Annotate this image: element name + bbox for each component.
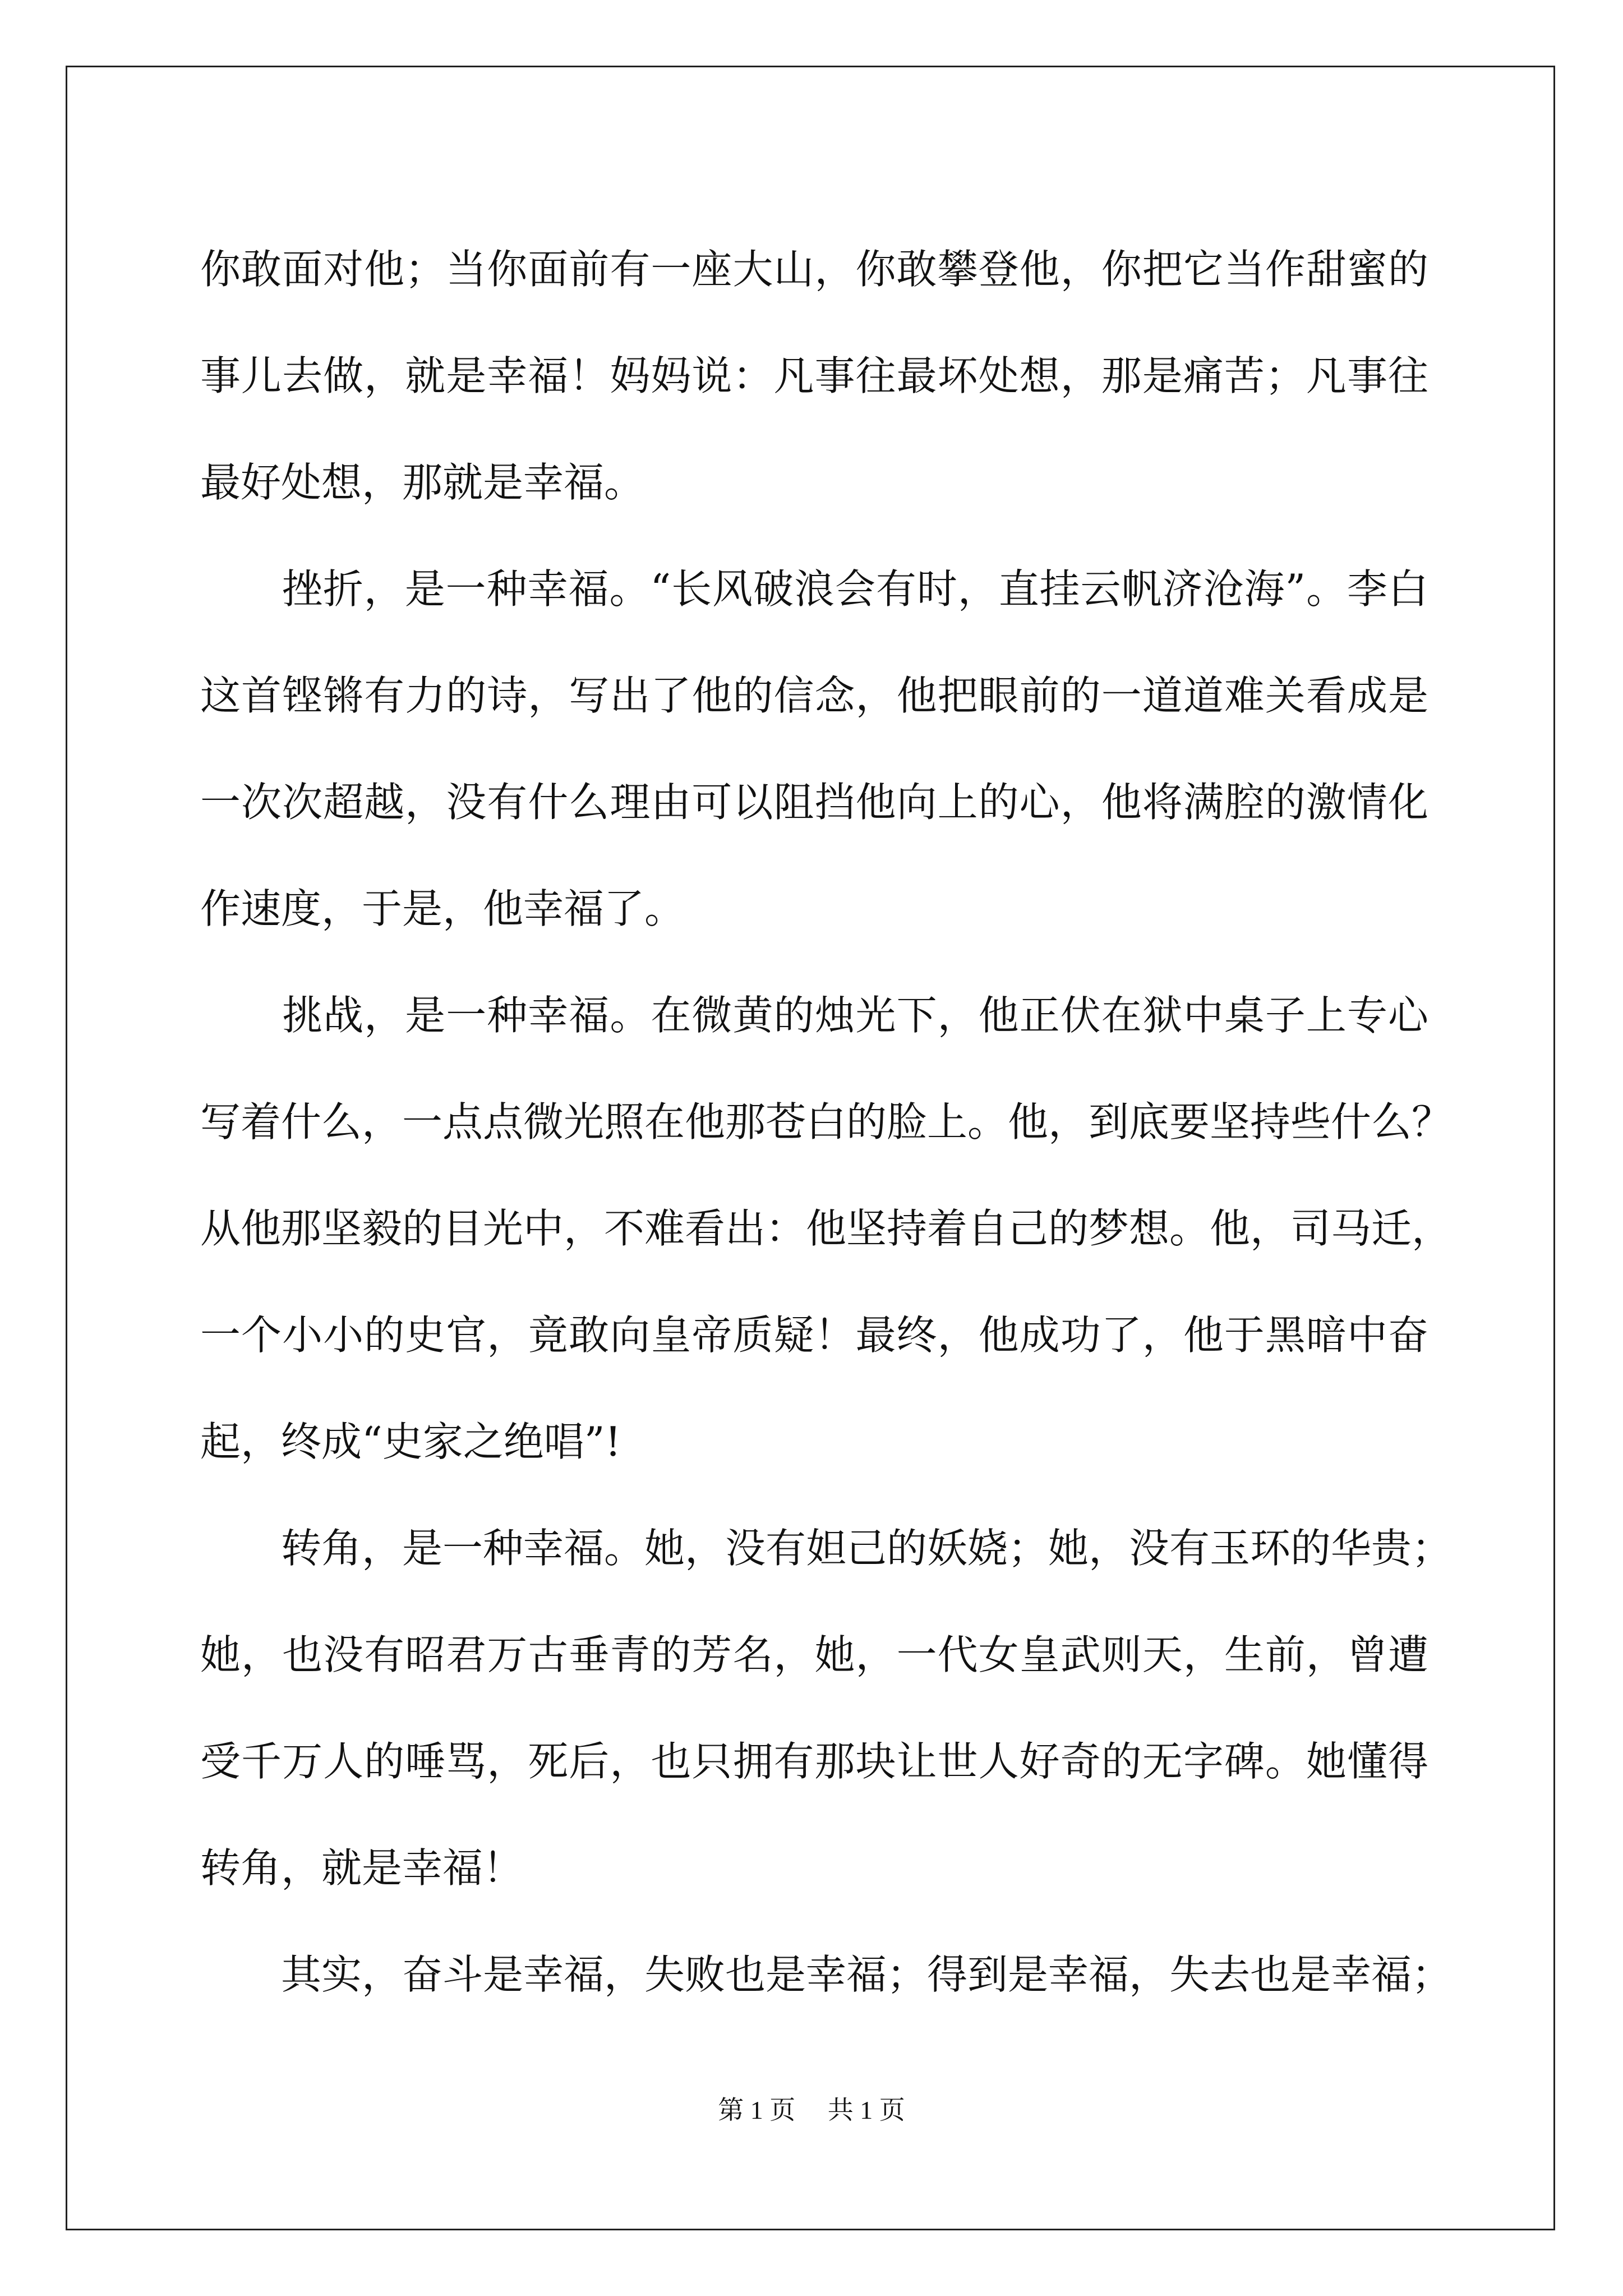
text-line: 挫折，是一种幸福。“长风破浪会有时，直挂云帆济沧海”。李白 <box>200 565 1428 613</box>
text-line: 起，终成“史家之绝唱”! <box>200 1418 621 1465</box>
text-line: 作速度，于是，他幸福了。 <box>200 885 685 932</box>
paragraph-2 <box>200 536 1428 962</box>
text-line: 挑战，是一种幸福。在微黄的烛光下，他正伏在狱中桌子上专心 <box>200 992 1428 1039</box>
page-number: 第 1 页 共 1 页 <box>718 2096 905 2124</box>
paragraph-3 <box>200 962 1453 1495</box>
text-line: 从他那坚毅的目光中，不难看出：他坚持着自己的梦想。他，司马迁， <box>200 1205 1453 1252</box>
text-line: 你敢面对他；当你面前有一座大山，你敢攀登他，你把它当作甜蜜的 <box>200 246 1428 293</box>
text-line: 写着什么，一点点微光照在他那苍白的脸上。他，到底要坚持些什么？ <box>200 1098 1453 1145</box>
text-line: 受千万人的唾骂，死后，也只拥有那块让世人好奇的无字碑。她懂得 <box>200 1738 1428 1785</box>
text-line: 事儿去做，就是幸福！妈妈说：凡事往最坏处想，那是痛苦；凡事往 <box>200 352 1428 399</box>
text-line: 一次次超越，没有什么理由可以阻挡他向上的心，他将满腔的激情化 <box>200 779 1428 826</box>
text-line: 转角，是一种幸福。她，没有妲己的妖娆；她，没有玉环的华贵； <box>200 1525 1453 1572</box>
paragraph-5 <box>200 1921 1453 2028</box>
text-line: 转角，就是幸福！ <box>200 1844 524 1892</box>
paragraph-4 <box>200 1495 1453 1921</box>
document-body <box>200 216 1453 2028</box>
text-line: 一个小小的史官，竟敢向皇帝质疑！最终，他成功了，他于黑暗中奋 <box>200 1312 1428 1359</box>
text-line: 最好处想，那就是幸福。 <box>200 459 645 506</box>
paragraph-1 <box>200 216 1428 536</box>
text-line: 其实，奋斗是幸福，失败也是幸福；得到是幸福，失去也是幸福； <box>200 1951 1453 1998</box>
text-line: 她，也没有昭君万古垂青的芳名，她，一代女皇武则天，生前，曾遭 <box>200 1631 1428 1678</box>
text-line: 这首铿锵有力的诗，写出了他的信念，他把眼前的一道道难关看成是 <box>200 672 1428 719</box>
